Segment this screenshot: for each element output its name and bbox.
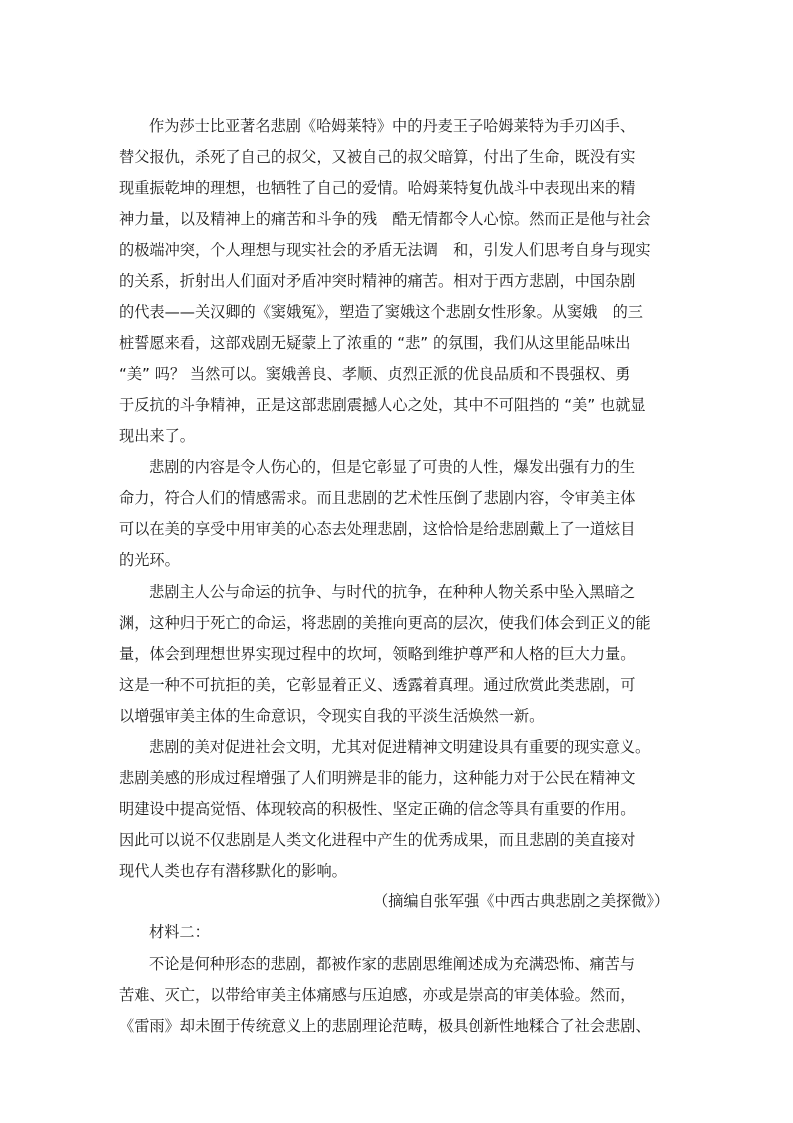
citation: （摘编自张军强《中西古典悲剧之美探微》） [373, 892, 670, 910]
text-line: 悲剧的内容是令人伤心的，但是它彰显了可贵的人性，爆发出强有力的生 [149, 458, 635, 476]
text-line: 作为莎士比亚著名悲剧《哈姆莱特》中的丹麦王子哈姆莱特为手刃凶手、 [149, 117, 635, 135]
text-line: 桩誓愿来看，这部戏剧无疑蒙上了浓重的 “悲” 的氛围，我们从这里能品味出 [119, 334, 631, 352]
text-line: 这是一种不可抗拒的美，它彰显着正义、透露着真理。通过欣赏此类悲剧，可 [119, 676, 636, 694]
text-line: 现重振乾坤的理想，也牺牲了自己的爱情。哈姆莱特复仇战斗中表现出来的精 [119, 179, 636, 197]
text-line: 不论是何种形态的悲剧，都被作家的悲剧思维阐述成为充满恐怖、痛苦与 [149, 955, 635, 973]
text-line: 《雷雨》却未囿于传统意义上的悲剧理论范畴，极具创新性地糅合了社会悲剧、 [119, 1017, 651, 1035]
text-line: 以增强审美主体的生命意识，令现实自我的平淡生活焕然一新。 [119, 707, 545, 725]
text-line: 悲剧美感的形成过程增强了人们明辨是非的能力，这种能力对于公民在精神文 [119, 769, 636, 787]
text-line: 神力量，以及精神上的痛苦和斗争的残 酷无情都令人心惊。然而正是他与社会 [119, 210, 651, 228]
section-heading: 材料二： [149, 923, 210, 941]
text-line: 的关系，折射出人们面对矛盾冲突时精神的痛苦。相对于西方悲剧，中国杂剧 [119, 272, 636, 290]
text-line: 悲剧主人公与命运的抗争、与时代的抗争，在种种人物关系中坠入黑暗之 [149, 583, 635, 601]
text-line: 于反抗的斗争精神，正是这部悲剧震撼人心之处，其中不可阻挡的 “美” 也就显 [119, 396, 646, 414]
text-line: 明建设中提高觉悟、体现较高的积极性、坚定正确的信念等具有重要的作用。 [119, 800, 636, 818]
text-line: 现代人类也存有潜移默化的影响。 [119, 862, 347, 880]
text-line: 可以在美的享受中用审美的心态去处理悲剧，这恰恰是给悲剧戴上了一道炫目 [119, 520, 636, 538]
text-line: “美” 吗？ 当然可以。窦娥善良、孝顺、贞烈正派的优良品质和不畏强权、勇 [119, 365, 631, 383]
text-line: 的极端冲突，个人理想与现实社会的矛盾无法调 和，引发人们思考自身与现实 [119, 241, 651, 259]
text-line: 苦难、灭亡，以带给审美主体痛感与压迫感，亦或是崇高的审美体验。然而， [119, 986, 636, 1004]
text-line: 的代表——关汉卿的《窦娥冤》，塑造了窦娥这个悲剧女性形象。从窦娥 的三 [119, 303, 643, 321]
text-line: 渊，这种归于死亡的命运，将悲剧的美推向更高的层次，使我们体会到正义的能 [119, 614, 651, 632]
text-line: 因此可以说不仅悲剧是人类文化进程中产生的优秀成果，而且悲剧的美直接对 [119, 831, 636, 849]
text-line: 悲剧的美对促进社会文明，尤其对促进精神文明建设具有重要的现实意义。 [149, 738, 651, 756]
text-line: 的光环。 [119, 551, 180, 569]
text-line: 现出来了。 [119, 427, 195, 445]
text-line: 量，体会到理想世界实现过程中的坎坷，领略到维护尊严和人格的巨大力量。 [119, 645, 636, 663]
text-line: 命力，符合人们的情感需求。而且悲剧的艺术性压倒了悲剧内容，令审美主体 [119, 489, 636, 507]
text-line: 替父报仇，杀死了自己的叔父，又被自己的叔父暗算，付出了生命，既没有实 [119, 148, 636, 166]
